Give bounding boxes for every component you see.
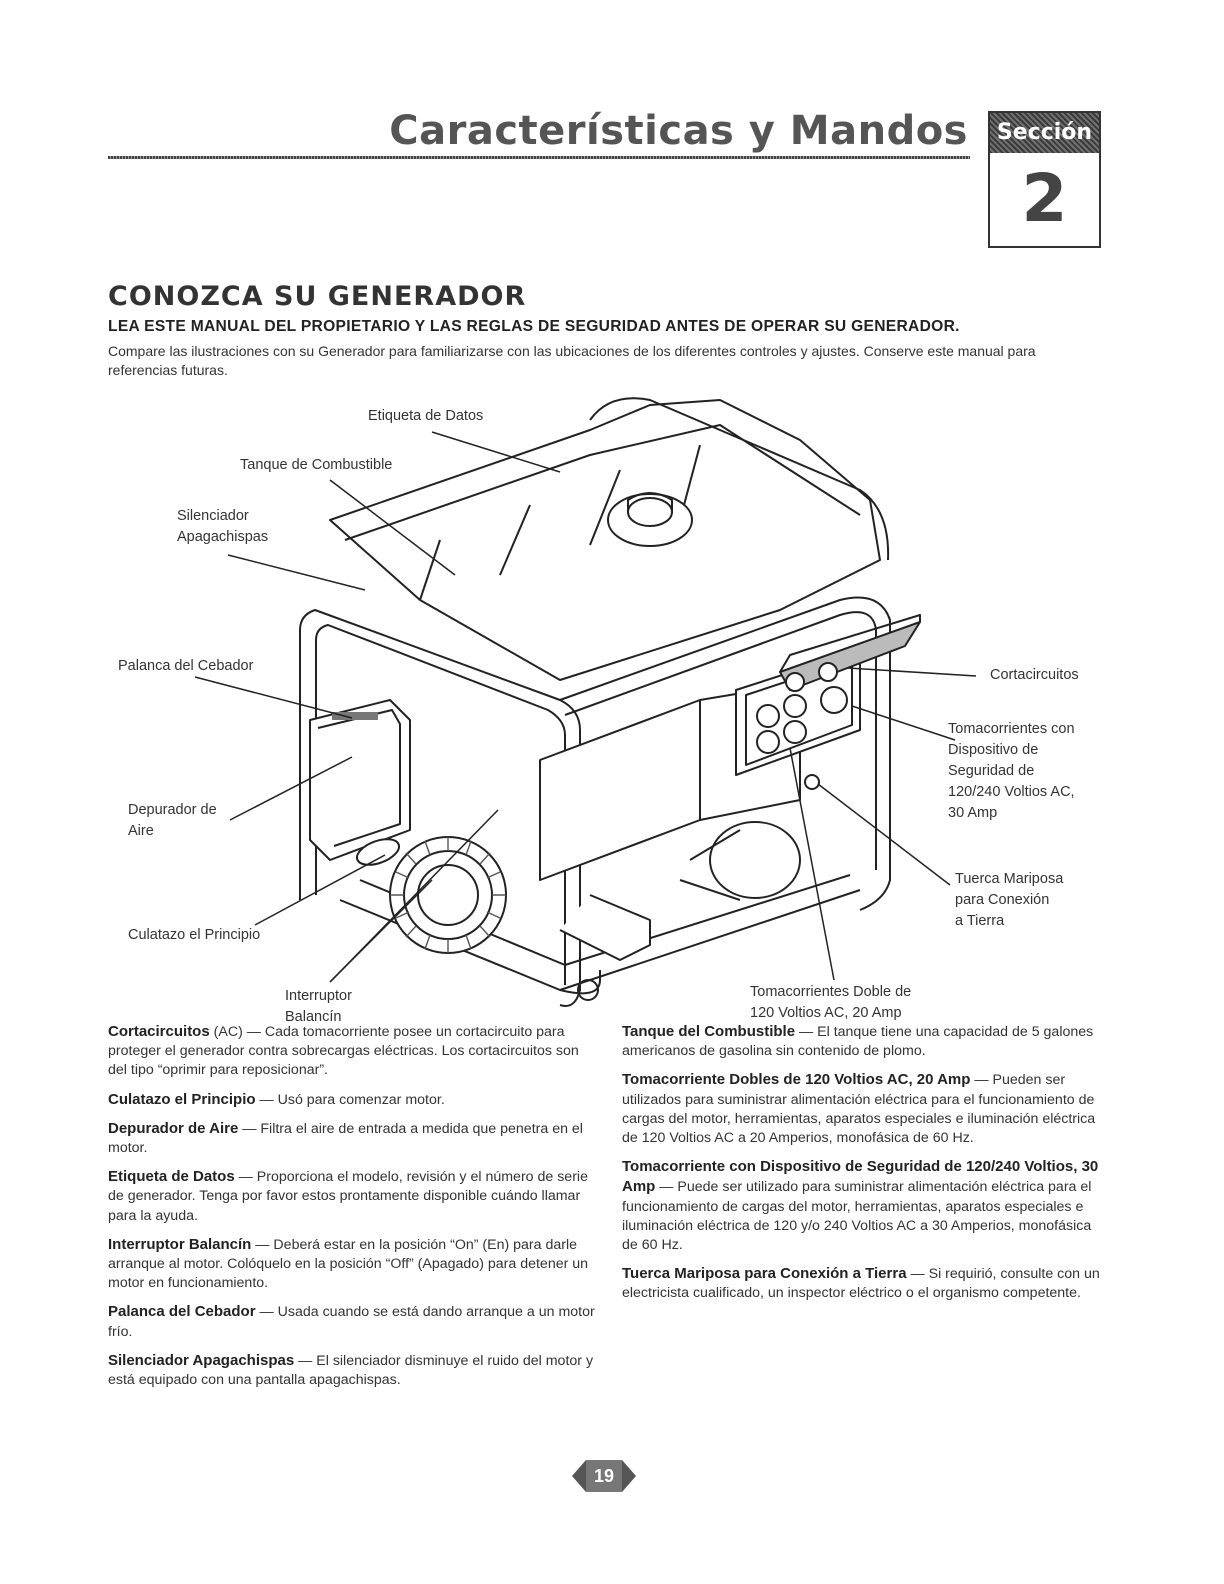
- ground-nut: [805, 775, 819, 789]
- descriptions-right: [622, 1022, 1102, 1313]
- label-lock-outlet-line2: Dispositivo de: [948, 742, 1039, 758]
- warning-text: LEA ESTE MANUAL DEL PROPIETARIO Y LAS REGLAS DE SEGURIDAD ANTES DE OPERAR SU GENERADOR.: [108, 318, 960, 335]
- fuel-tank: [330, 400, 880, 680]
- label-ground-nut-line1: Tuerca Mariposa: [955, 871, 1064, 887]
- desc-item: Silenciador Apagachispas — El silenciador disminuye el ruido del motor y está equipado con una pantalla apagachispas.: [108, 1351, 594, 1389]
- label-ground-nut-line3: a Tierra: [955, 913, 1005, 929]
- desc-item: Tomacorriente con Dispositivo de Seguridad de 120/240 Voltios, 30 Amp — Puede ser utilizado para suministrar alimentación eléctrica para el funcionamiento de cargas del motor, herramientas, aparatos especiales e iluminación eléctrica de 120 y/o 240 Voltios AC a 30 Amperios, monofásica de 60 Hz.: [622, 1158, 1099, 1254]
- desc-item: Tanque del Combustible — El tanque tiene una capacidad de 5 galones americanos de gasolina sin contenido de plomo.: [622, 1023, 1094, 1060]
- descriptions-left: [108, 1022, 600, 1399]
- label-data-tag: Etiqueta de Datos: [368, 408, 484, 424]
- section-heading: CONOZCA SU GENERADOR: [108, 281, 527, 312]
- label-fuel-tank: Tanque de Combustible: [240, 457, 393, 473]
- label-duplex-line1: Tomacorrientes Doble de: [750, 984, 912, 1000]
- label-duplex-line2: 120 Voltios AC, 20 Amp: [750, 1005, 902, 1021]
- desc-item: Culatazo el Principio — Usó para comenzar motor.: [108, 1090, 445, 1108]
- desc-item: Interruptor Balancín — Deberá estar en la posición “On” (En) para darle arranque al motor. Colóquelo en la posición “Off” (Apagado) para detener un motor en funcionamiento.: [108, 1235, 589, 1292]
- page-title: Características y Mandos: [389, 108, 968, 154]
- section-label: Sección: [990, 113, 1099, 153]
- page-number: 19: [593, 1466, 615, 1486]
- label-muffler-line2: Apagachispas: [177, 529, 269, 545]
- label-air-cleaner-line1: Depurador de: [128, 802, 217, 818]
- section-number: 2: [1021, 160, 1068, 237]
- desc-item: Cortacircuitos (AC) — Cada tomacorriente posee un cortacircuito para proteger el generador contra sobrecargas eléctricas. Los cortacircuitos son del tipo “oprimir para reposicionar”.: [108, 1023, 579, 1079]
- label-ground-nut-line2: para Conexión: [955, 892, 1050, 908]
- label-lock-outlet-line4: 120/240 Voltios AC,: [948, 784, 1075, 800]
- desc-item: Tomacorriente Dobles de 120 Voltios AC, 20 Amp — Pueden ser utilizados para suministrar alimentación eléctrica para el funcionamiento de cargas del motor, herramientas, aparatos especiales e iluminación eléctrica de 120 Voltios AC a 20 Amperios, monofásica de 60 Hz.: [622, 1071, 1096, 1147]
- desc-item: Depurador de Aire — Filtra el aire de entrada a medida que penetra en el motor.: [108, 1119, 583, 1157]
- label-lock-outlet-line1: Tomacorrientes con: [948, 721, 1075, 737]
- air-cleaner: [310, 700, 410, 860]
- label-lock-outlet-line5: 30 Amp: [948, 805, 998, 821]
- label-breakers: Cortacircuitos: [990, 667, 1079, 683]
- desc-item: Tuerca Mariposa para Conexión a Tierra — Si requirió, consulte con un electricista cualificado, un inspector eléctrico o el organismo competente.: [622, 1265, 1100, 1302]
- intro-paragraph: Compare las ilustraciones con su Generador para familiarizarse con las ubicaciones de los diferentes controles y ajustes. Conserve este manual para referencias futuras.: [108, 343, 1036, 378]
- label-air-cleaner-line2: Aire: [128, 823, 154, 839]
- page-number-badge: [572, 1456, 636, 1496]
- label-switch-line1: Interruptor: [285, 988, 352, 1004]
- label-switch-line2: Balancín: [285, 1009, 342, 1025]
- desc-item: Palanca del Cebador — Usada cuando se está dando arranque a un motor frío.: [108, 1303, 595, 1340]
- label-choke: Palanca del Cebador: [118, 658, 254, 674]
- label-recoil: Culatazo el Principio: [128, 927, 261, 943]
- label-muffler-line1: Silenciador: [177, 508, 249, 524]
- desc-item: Etiqueta de Datos — Proporciona el modelo, revisión y el número de serie de generador. Tenga por favor estos prontamente disponible cuándo llamar para la ayuda.: [108, 1168, 588, 1224]
- label-lock-outlet-line3: Seguridad de: [948, 763, 1035, 779]
